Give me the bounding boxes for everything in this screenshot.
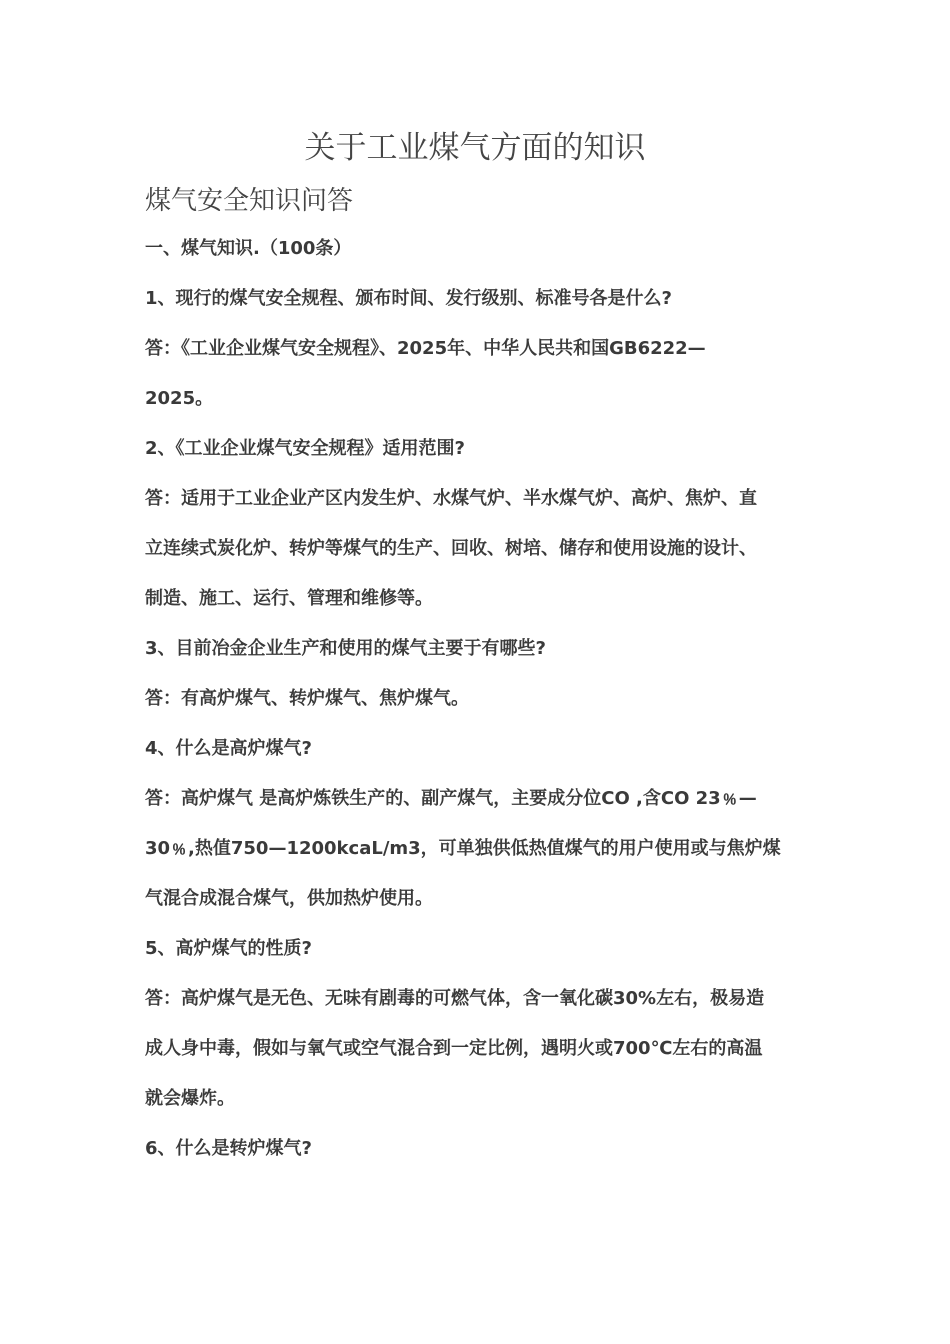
section-title: 煤气安全知识问答 (145, 186, 354, 216)
answer-4-line-1: 答：高炉煤气 是高炉炼铁生产的、副产煤气，主要成分位CO ,含CO 23﹪— (145, 788, 757, 809)
answer-1-line-2: 2025。 (145, 388, 214, 409)
answer-5-line-2: 成人身中毒，假如与氧气或空气混合到一定比例，遇明火或700℃左右的高温 (145, 1038, 763, 1059)
question-2: 2、《工业企业煤气安全规程》适用范围? (145, 438, 465, 459)
question-4: 4、什么是高炉煤气? (145, 738, 312, 759)
question-1: 1、现行的煤气安全规程、颁布时间、发行级别、标准号各是什么? (145, 288, 672, 309)
answer-1-line-1: 答：《工业企业煤气安全规程》、2025年、中华人民共和国GB6222— (145, 338, 706, 359)
section-heading: 一、煤气知识.（100条） (145, 238, 352, 259)
question-5: 5、高炉煤气的性质? (145, 938, 312, 959)
answer-5-line-3: 就会爆炸。 (145, 1088, 235, 1109)
document-title: 关于工业煤气方面的知识 (304, 130, 646, 166)
question-3: 3、目前冶金企业生产和使用的煤气主要于有哪些? (145, 638, 546, 659)
answer-4-line-3: 气混合成混合煤气，供加热炉使用。 (145, 888, 433, 909)
question-6: 6、什么是转炉煤气? (145, 1138, 312, 1159)
document-body (145, 224, 810, 1174)
answer-3: 答：有高炉煤气、转炉煤气、焦炉煤气。 (145, 688, 469, 709)
answer-2-line-2: 立连续式炭化炉、转炉等煤气的生产、回收、树培、储存和使用设施的设计、 (145, 538, 757, 559)
answer-5-line-1: 答：高炉煤气是无色、无味有剧毒的可燃气体，含一氧化碳30%左右，极易造 (145, 988, 765, 1009)
answer-2-line-3: 制造、施工、运行、管理和维修等。 (145, 588, 433, 609)
answer-4-line-2: 30﹪,热值750—1200kcaL/m3，可单独供低热值煤气的用户使用或与焦炉煤 (145, 838, 781, 859)
answer-2-line-1: 答：适用于工业企业产区内发生炉、水煤气炉、半水煤气炉、高炉、焦炉、直 (145, 488, 757, 509)
